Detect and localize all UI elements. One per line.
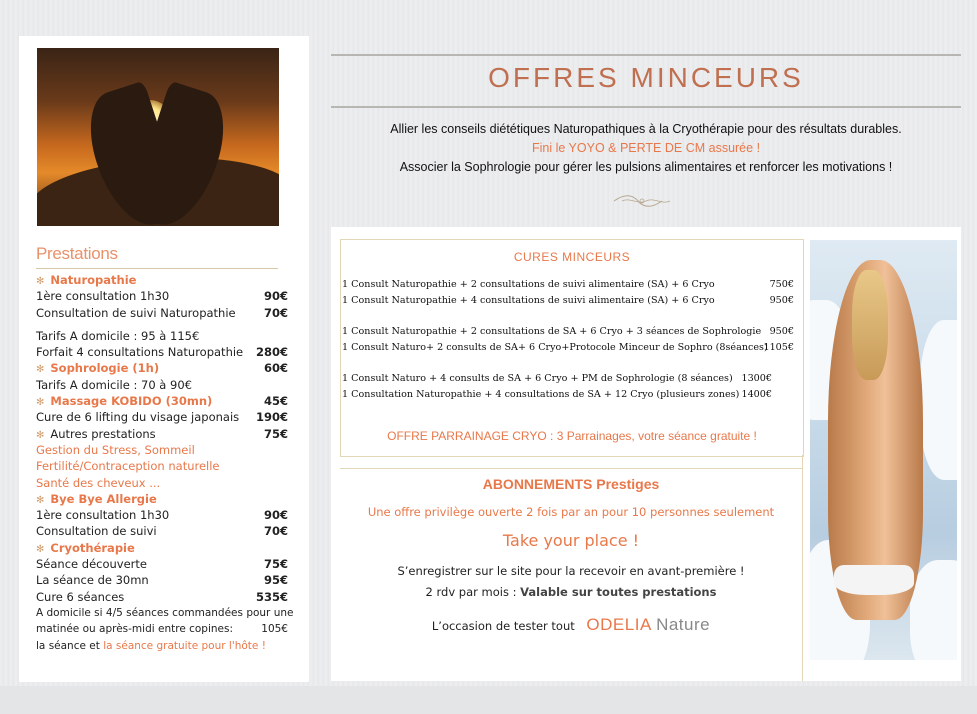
tester-line bbox=[340, 615, 802, 635]
prestation-label: 1ère consultation 1h30 bbox=[36, 508, 170, 523]
prestation-price: 95€ bbox=[263, 573, 288, 588]
abonnements-section bbox=[340, 476, 802, 635]
prestation-label: A domicile si 4/5 séances commandées pour une bbox=[36, 606, 294, 619]
rdv-prefix: 2 rdv par mois : bbox=[425, 585, 521, 599]
sunset-hands-image bbox=[37, 48, 279, 226]
asterisk-icon: ✻ bbox=[36, 494, 45, 506]
prestation-label: Forfait 4 consultations Naturopathie bbox=[36, 345, 244, 360]
cure-row bbox=[342, 324, 794, 340]
cure-price: 950€ bbox=[769, 294, 794, 306]
prestation-price: 90€ bbox=[263, 508, 288, 523]
cures-list bbox=[342, 277, 794, 403]
prestation-label: Cryothérapie bbox=[50, 540, 135, 555]
prestation-label: Autres prestations bbox=[50, 426, 156, 441]
prestation-row bbox=[36, 605, 294, 621]
offers-content bbox=[331, 227, 961, 681]
prestation-label: Bye Bye Allergie bbox=[50, 491, 157, 506]
prestation-label: Massage KOBIDO (30mn) bbox=[50, 394, 213, 409]
prestation-label: Naturopathie bbox=[50, 273, 137, 287]
intro-line-3: Associer la Sophrologie pour gérer les pulsions alimentaires et renforcer les motivations ! bbox=[399, 160, 893, 174]
prestation-label: Tarifs A domicile : 70 à 90€ bbox=[36, 377, 192, 392]
cure-label: 1 Consult Naturo+ 2 consults de SA+ 6 Cryo+Protocole Minceur de Sophro (8séances) bbox=[342, 341, 768, 353]
prestation-price: 75€ bbox=[263, 426, 288, 441]
prestation-label: Gestion du Stress, Sommeil bbox=[36, 442, 195, 457]
cure-price: 1300€ bbox=[741, 373, 772, 385]
cures-box bbox=[340, 239, 804, 457]
prestation-row bbox=[36, 556, 288, 572]
title-rule-top bbox=[331, 54, 961, 56]
prestation-label: Tarifs A domicile : 95 à 115€ bbox=[36, 328, 200, 343]
take-your-place: Take your place ! bbox=[502, 531, 640, 550]
asterisk-icon: ✻ bbox=[36, 543, 45, 555]
cure-price: 1105€ bbox=[763, 341, 794, 353]
cure-price: 1400€ bbox=[741, 388, 772, 400]
cure-price: 750€ bbox=[769, 279, 794, 290]
brand-nature: Nature bbox=[656, 615, 711, 634]
cure-row bbox=[342, 277, 794, 293]
prestation-row bbox=[36, 409, 288, 425]
cure-price: 950€ bbox=[769, 326, 794, 338]
brand-odelia: ODELIA bbox=[586, 615, 651, 634]
prestation-price: 535€ bbox=[255, 589, 288, 604]
prestations-panel bbox=[19, 36, 309, 682]
prestation-row bbox=[36, 572, 288, 588]
prestations-title: Prestations bbox=[36, 244, 118, 263]
prestation-row bbox=[36, 442, 288, 458]
abonnements-subtitle: Une offre privilège ouverte 2 fois par an pour 10 personnes seulement bbox=[367, 505, 775, 519]
asterisk-icon: ✻ bbox=[36, 429, 45, 441]
prestations-list bbox=[36, 272, 294, 654]
prestation-row bbox=[36, 288, 288, 304]
prestation-label: Consultation de suivi Naturopathie bbox=[36, 305, 236, 320]
prestation-price: 75€ bbox=[263, 557, 288, 572]
vertical-divider bbox=[802, 455, 803, 681]
prestation-row bbox=[36, 426, 288, 442]
prestation-price: 60€ bbox=[263, 361, 288, 376]
prestation-price: 70€ bbox=[263, 305, 288, 320]
asterisk-icon: ✻ bbox=[36, 364, 45, 376]
title-rule-bottom bbox=[331, 106, 961, 108]
tester-text: L’occasion de tester tout bbox=[431, 619, 575, 633]
cure-label: 1 Consultation Naturopathie + 4 consultations de SA + 12 Cryo (plusieurs zones) bbox=[342, 388, 740, 400]
prestation-price: 90€ bbox=[263, 289, 288, 304]
parrainage-offer: OFFRE PARRAINAGE CRYO : 3 Parrainages, votre séance gratuite ! bbox=[387, 429, 757, 443]
flourish-ornament-icon bbox=[612, 192, 672, 210]
prestation-price: 105€ bbox=[261, 623, 288, 636]
cure-label: 1 Consult Naturo + 4 consults de SA + 6 Cryo + PM de Sophrologie (8 séances) bbox=[342, 373, 733, 385]
cure-row bbox=[342, 387, 794, 403]
prestation-row bbox=[36, 621, 288, 637]
prestation-row bbox=[36, 638, 288, 654]
prestation-label: Séance découverte bbox=[36, 557, 147, 572]
prestation-label: Cure 6 séances bbox=[36, 589, 125, 604]
prestation-row bbox=[36, 491, 288, 507]
intro-line-2: Fini le YOYO & PERTE DE CM assurée ! bbox=[531, 141, 761, 155]
prestation-label: Cure de 6 lifting du visage japonais bbox=[36, 410, 240, 425]
prestation-label: La séance de 30mn bbox=[36, 573, 149, 588]
prestation-label: la séance et bbox=[36, 639, 104, 652]
cure-label: 1 Consult Naturopathie + 2 consultations de SA + 6 Cryo + 3 séances de Sophrologie bbox=[342, 326, 762, 338]
prestation-price: 70€ bbox=[263, 524, 288, 539]
prestation-price: 280€ bbox=[255, 345, 288, 360]
prestation-label: Fertilité/Contraception naturelle bbox=[36, 459, 220, 474]
asterisk-icon: ✻ bbox=[36, 397, 45, 409]
prestation-row bbox=[36, 377, 288, 393]
prestation-row bbox=[36, 540, 288, 556]
prestation-label-highlight: la séance gratuite pour l'hôte ! bbox=[103, 639, 266, 652]
prestation-row bbox=[36, 272, 288, 288]
prestation-row bbox=[36, 393, 288, 409]
prestation-label: 1ère consultation 1h30 bbox=[36, 289, 170, 304]
cure-row bbox=[342, 371, 794, 387]
cures-title: CURES MINCEURS bbox=[513, 250, 631, 264]
odelia-logo bbox=[586, 615, 710, 634]
prestation-row bbox=[36, 523, 288, 539]
intro-text bbox=[331, 120, 961, 177]
rdv-text bbox=[340, 585, 802, 599]
prestation-row bbox=[36, 475, 288, 491]
prestation-row bbox=[36, 344, 288, 360]
cure-row bbox=[342, 293, 794, 309]
prestation-row bbox=[36, 589, 288, 605]
abonnements-title: ABONNEMENTS Prestiges bbox=[482, 476, 660, 492]
asterisk-icon: ✻ bbox=[36, 276, 45, 287]
prestation-price: 45€ bbox=[263, 394, 288, 409]
bottom-strip bbox=[0, 686, 977, 714]
cure-label: 1 Consult Naturopathie + 4 consultations de suivi alimentaire (SA) + 6 Cryo bbox=[342, 294, 715, 306]
prestations-divider bbox=[36, 268, 278, 269]
prestation-row bbox=[36, 360, 288, 376]
woman-ice-photo bbox=[810, 240, 957, 660]
prestation-label: Santé des cheveux ... bbox=[36, 475, 161, 490]
cure-row bbox=[342, 340, 794, 356]
cure-label: 1 Consult Naturopathie + 2 consultations de suivi alimentaire (SA) + 6 Cryo bbox=[342, 279, 715, 290]
page-title: OFFRES MINCEURS bbox=[488, 62, 804, 93]
intro-line-1: Allier les conseils diététiques Naturopathiques à la Cryothérapie pour des résultats durables. bbox=[390, 122, 902, 136]
prestation-row bbox=[36, 328, 288, 344]
prestation-row bbox=[36, 458, 288, 474]
prestation-row bbox=[36, 507, 288, 523]
section-divider bbox=[340, 468, 802, 469]
rdv-bold: Valable sur toutes prestations bbox=[520, 585, 717, 599]
prestation-label: Sophrologie (1h) bbox=[50, 361, 160, 376]
prestation-price: 190€ bbox=[255, 410, 288, 425]
prestation-label: matinée ou après-midi entre copines: bbox=[36, 623, 234, 636]
prestation-label: Consultation de suivi bbox=[36, 524, 157, 539]
register-text: S’enregistrer sur le site pour la recevoir en avant-première ! bbox=[397, 564, 745, 578]
prestation-row bbox=[36, 305, 288, 321]
